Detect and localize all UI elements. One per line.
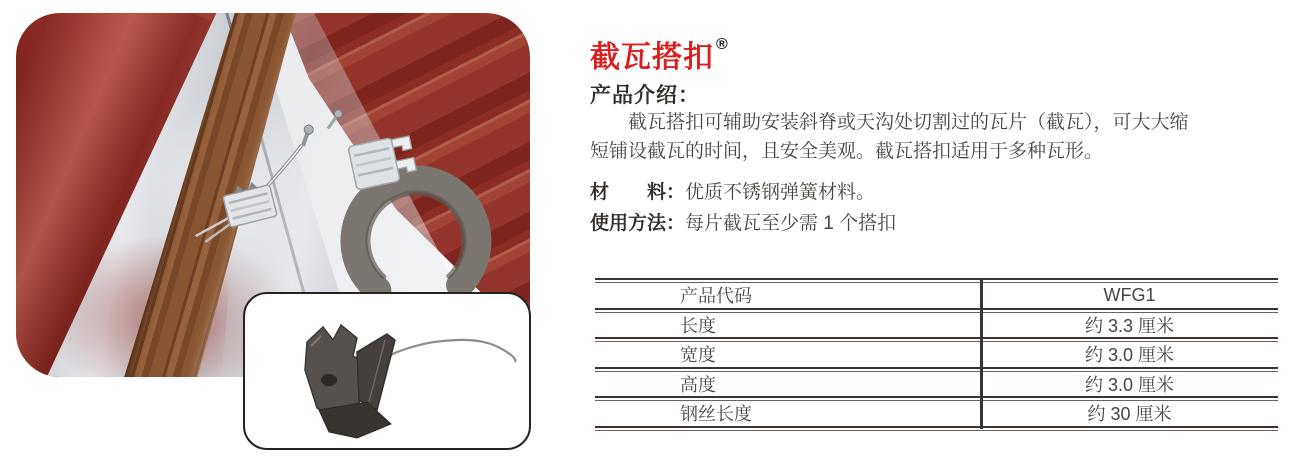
- spec-value: 约 3.0 厘米: [1084, 345, 1175, 366]
- screw-icon: [299, 124, 315, 147]
- spec-value: 约 3.0 厘米: [1084, 374, 1175, 395]
- spec-table: [595, 278, 1278, 431]
- table-row: [595, 283, 1278, 308]
- usage-value: 每片截瓦至少需 1 个搭扣: [685, 213, 897, 234]
- material-value: 优质不锈钢弹簧材料。: [685, 182, 876, 203]
- spec-value: 约 3.3 厘米: [1084, 315, 1175, 336]
- spec-name: 产品代码: [680, 286, 752, 307]
- product-description: [590, 108, 1290, 166]
- registered-trademark-symbol: ®: [716, 36, 728, 54]
- table-row: [595, 342, 1278, 367]
- spec-name: 长度: [680, 315, 716, 336]
- description-line: 短铺设截瓦的时间，且安全美观。截瓦搭扣适用于多种瓦形。: [590, 141, 1104, 162]
- material-spec-line: [590, 177, 875, 204]
- spec-name: 钢丝长度: [680, 404, 752, 425]
- screw-icon: [325, 108, 344, 131]
- inset-detail-photo: [243, 292, 531, 450]
- spring-clip-body: [305, 325, 395, 438]
- spec-value: 约 30 厘米: [1087, 404, 1172, 425]
- clip-closeup-illustration: [245, 294, 529, 448]
- spec-name: 宽度: [680, 345, 716, 366]
- page-title: [590, 32, 728, 76]
- spec-value: WFG1: [1103, 284, 1156, 305]
- spec-name: 高度: [680, 374, 716, 395]
- table-row: [595, 313, 1278, 338]
- table-row: [595, 401, 1278, 426]
- product-name: 截瓦搭扣: [590, 41, 714, 75]
- section-heading: 产品介绍：: [590, 84, 700, 108]
- table-rule: [595, 426, 1278, 431]
- material-label: 材 料：: [590, 182, 686, 203]
- usage-label: 使用方法：: [590, 213, 686, 234]
- table-row: [595, 372, 1278, 397]
- tile-clip-left: [186, 178, 279, 244]
- description-line: 截瓦搭扣可辅助安装斜脊或天沟处切割过的瓦片（截瓦），可大大缩: [628, 112, 1189, 133]
- usage-spec-line: [590, 208, 896, 235]
- table-column-divider: [980, 280, 983, 429]
